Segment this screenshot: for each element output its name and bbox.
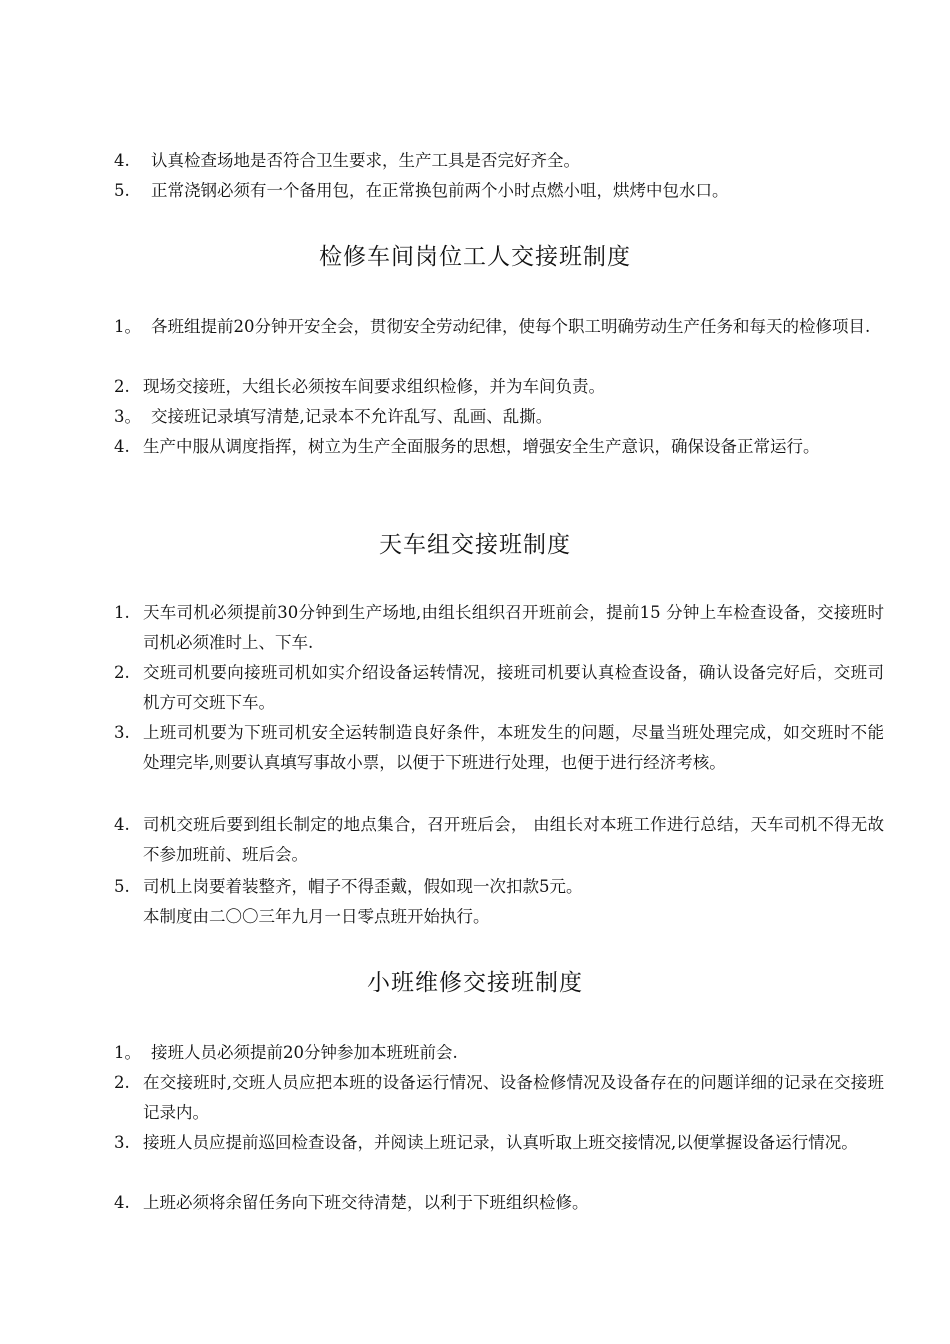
list-item — [114, 872, 884, 902]
list-item — [114, 176, 884, 206]
list-number: 2. — [114, 377, 130, 396]
list-text: 天车司机必须提前30分钟到生产场地,由组长组织召开班前会，提前15 分钟上车检查设备，交接班时司机必须准时上、下车. — [143, 603, 884, 652]
list-number: 5. — [114, 877, 130, 896]
section-title-maintenance-workshop: 检修车间岗位工人交接班制度 — [319, 244, 631, 270]
list-text: 接班人员必须提前20分钟参加本班班前会. — [151, 1043, 458, 1062]
list-number: 2. — [114, 1073, 130, 1092]
list-item — [114, 432, 884, 462]
list-text: 司机上岗要着装整齐，帽子不得歪戴，假如现一次扣款5元。 — [143, 877, 583, 896]
list-item — [114, 1188, 884, 1218]
list-number: 3。 — [114, 407, 141, 426]
list-number: 3. — [114, 723, 130, 742]
list-number: 1。 — [114, 317, 141, 336]
list-item — [114, 1128, 884, 1158]
list-item — [114, 658, 884, 718]
list-number: 3. — [114, 1133, 130, 1152]
list-number: 4. — [114, 437, 130, 456]
list-number: 4. — [114, 151, 130, 170]
list-text: 各班组提前20分钟开安全会，贯彻安全劳动纪律，使每个职工明确劳动生产任务和每天的检修项目. — [151, 317, 871, 336]
effective-date-note: 本制度由二〇〇三年九月一日零点班开始执行。 — [143, 907, 490, 926]
list-number: 4. — [114, 1193, 130, 1212]
list-item — [114, 1038, 884, 1068]
list-text: 交接班记录填写清楚,记录本不允许乱写、乱画、乱撕。 — [151, 407, 553, 426]
list-text: 上班必须将余留任务向下班交待清楚，以利于下班组织检修。 — [143, 1193, 589, 1212]
list-text: 现场交接班，大组长必须按车间要求组织检修，并为车间负责。 — [143, 377, 605, 396]
list-item — [114, 718, 884, 778]
list-number: 1。 — [114, 1043, 141, 1062]
list-item — [114, 312, 884, 342]
list-number: 1. — [114, 603, 130, 622]
list-number: 2. — [114, 663, 130, 682]
list-text: 交班司机要向接班司机如实介绍设备运转情况，接班司机要认真检查设备，确认设备完好后，交班司机方可交班下车。 — [143, 663, 884, 712]
list-text: 上班司机要为下班司机安全运转制造良好条件，本班发生的问题，尽量当班处理完成，如交班时不能处理完毕,则要认真填写事故小票，以便于下班进行处理，也便于进行经济考核。 — [143, 723, 884, 772]
list-item — [114, 402, 884, 432]
list-item — [114, 598, 884, 658]
list-item — [114, 1068, 884, 1128]
list-text: 司机交班后要到组长制定的地点集合，召开班后会， 由组长对本班工作进行总结，天车司机不得无故不参加班前、班后会。 — [143, 815, 884, 864]
list-text: 在交接班时,交班人员应把本班的设备运行情况、设备检修情况及设备存在的问题详细的记录在交接班记录内。 — [143, 1073, 884, 1122]
list-text: 认真检查场地是否符合卫生要求，生产工具是否完好齐全。 — [151, 151, 580, 170]
list-text: 正常浇钢必须有一个备用包，在正常换包前两个小时点燃小咀，烘烤中包水口。 — [151, 181, 729, 200]
list-number: 5. — [114, 181, 130, 200]
list-number: 4. — [114, 815, 130, 834]
section-title-shift-maintenance: 小班维修交接班制度 — [367, 970, 583, 996]
list-item — [114, 372, 884, 402]
list-item — [114, 810, 884, 870]
section-title-crane-group: 天车组交接班制度 — [379, 532, 571, 558]
list-item — [114, 146, 884, 176]
list-text: 接班人员应提前巡回检查设备，并阅读上班记录，认真听取上班交接情况,以便掌握设备运行情况。 — [143, 1133, 858, 1152]
list-text: 生产中服从调度指挥，树立为生产全面服务的思想，增强安全生产意识，确保设备正常运行。 — [143, 437, 820, 456]
